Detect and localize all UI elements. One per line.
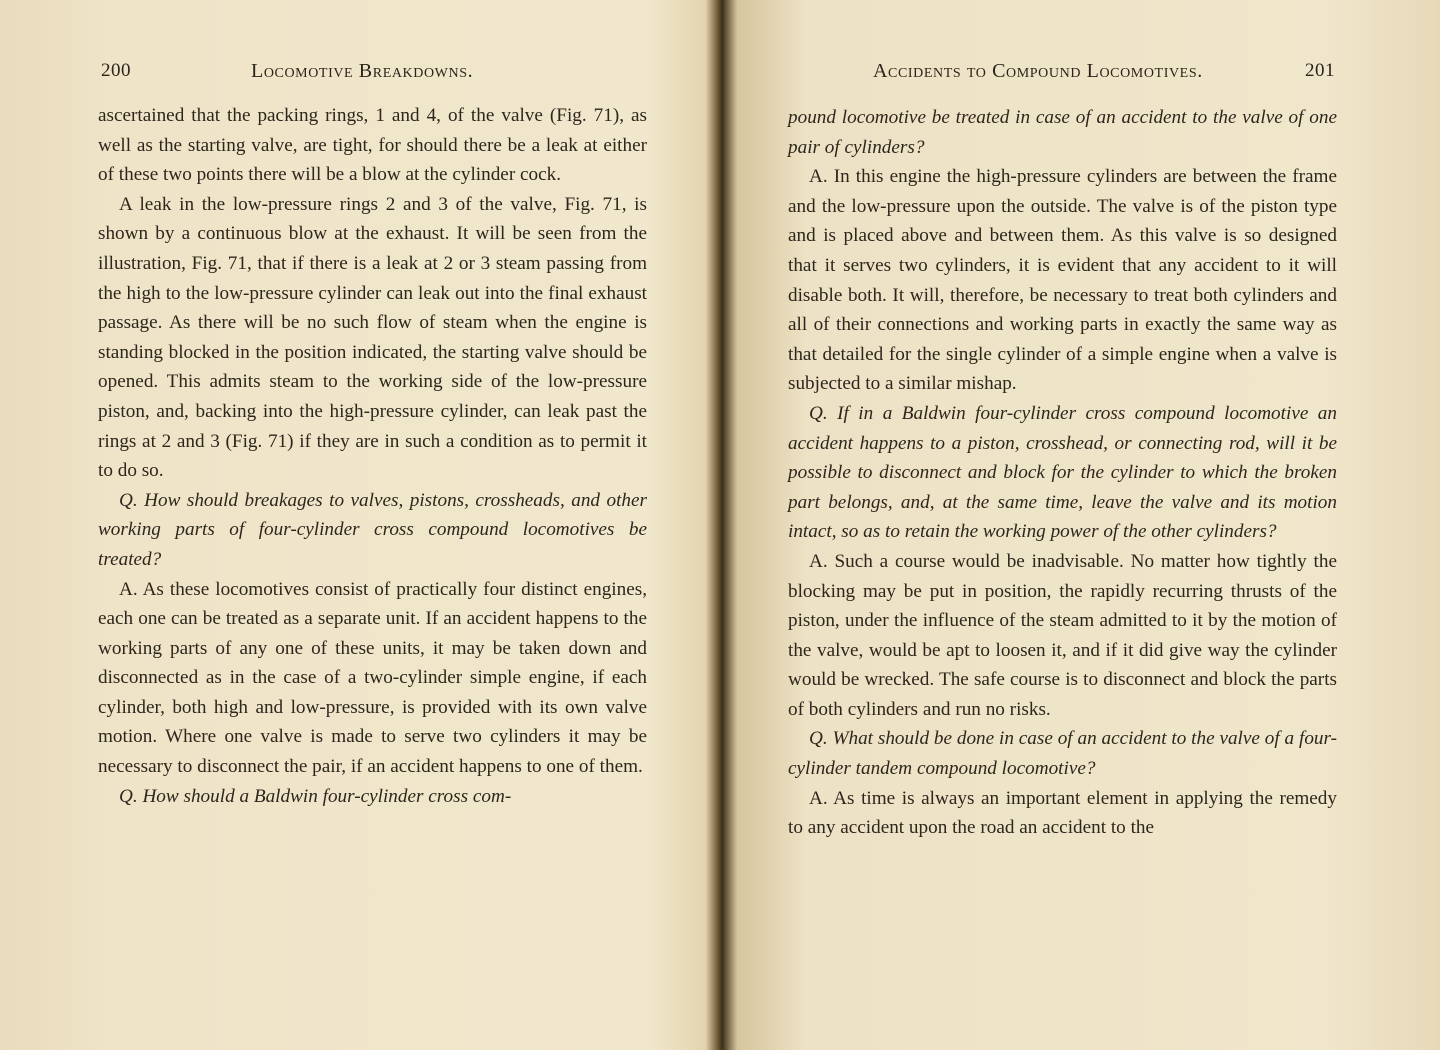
paragraph: A leak in the low-pressure rings 2 and 3 of the valve, Fig. 71, is shown by a continuous blow at the exhaust. It will be seen from the illustration, Fig. 71, that if there is a leak at 2 or 3 steam passing from the high to the low-pressure cylinder can leak out into the final exhaust passage. As there will be no such flow of steam when the engine is standing blocked in the position indicated, the starting valve should be opened. This admits steam to the working side of the low-pressure piston, and, backing into the high-pressure cylinder, can leak past the rings at 2 and 3 (Fig. 71) if they are in such a condition as to permit it to do so. [98, 193, 647, 482]
paragraph: A. As time is always an important element in applying the remedy to any accident upon the road an accident to the [788, 787, 1337, 839]
left-page-body [98, 101, 647, 811]
running-head: Accidents to Compound Locomotives. [873, 60, 1203, 82]
question-paragraph: Q. What should be done in case of an accident to the valve of a four-cylinder tandem compound locomotive? [788, 728, 1337, 780]
running-head: Locomotive Breakdowns. [251, 60, 474, 82]
paragraph: A. As these locomotives consist of practically four distinct engines, each one can be treated as a separate unit. If an accident happens to the working parts of any one of these units, it may be taken down and disconnected as in the case of a two-cylinder simple engine, if each cylinder, both high and low-pressure, is provided with its own valve motion. Where one valve is made to serve two cylinders it may be necessary to disconnect the pair, if an accident happens to one of them. [98, 578, 647, 778]
question-paragraph: Q. How should a Baldwin four-cylinder cross com- [119, 785, 512, 807]
question-paragraph: Q. How should breakages to valves, pistons, crossheads, and other working parts of four-cylinder cross compound locomotives be treated? [98, 489, 647, 570]
question-paragraph: Q. If in a Baldwin four-cylinder cross compound locomotive an accident happens to a piston, crosshead, or connecting rod, will it be possible to disconnect and block for the cylinder to which the broken part belongs, and, at the same time, leave the valve and its motion intact, so as to retain the working power of the other cylinders? [788, 402, 1337, 543]
right-page-header [873, 60, 1335, 86]
paragraph: A. Such a course would be inadvisable. No matter how tightly the blocking may be put in position, the rapidly recurring thrusts of the piston, under the influence of the steam admitted to it by the motion of the valve, would be apt to loosen it, and if it did give way the cylinder would be wrecked. The safe course is to disconnect and block the parts of both cylinders and run no risks. [788, 550, 1337, 720]
right-page-body [788, 103, 1337, 843]
paragraph: ascertained that the packing rings, 1 and 4, of the valve (Fig. 71), as well as the starting valve, are tight, for should there be a leak at either of these two points there will be a blow at the cylinder cock. [98, 105, 647, 186]
page-number: 201 [1305, 60, 1335, 81]
paragraph: A. In this engine the high-pressure cylinders are between the frame and the low-pressure upon the outside. The valve is of the piston type and is placed above and between them. As this valve is so designed that it serves two cylinders, it is evident that any accident to it will disable both. It will, therefore, be necessary to treat both cylinders and all of their connections and working parts in exactly the same way as that detailed for the single cylinder of a simple engine when a valve is subjected to a similar mishap. [788, 166, 1337, 395]
page-number: 200 [101, 60, 131, 81]
left-page-header [101, 60, 646, 86]
left-page [0, 0, 700, 1050]
question-paragraph: pound locomotive be treated in case of an accident to the valve of one pair of cylinders? [788, 107, 1337, 158]
right-page [740, 0, 1440, 1050]
